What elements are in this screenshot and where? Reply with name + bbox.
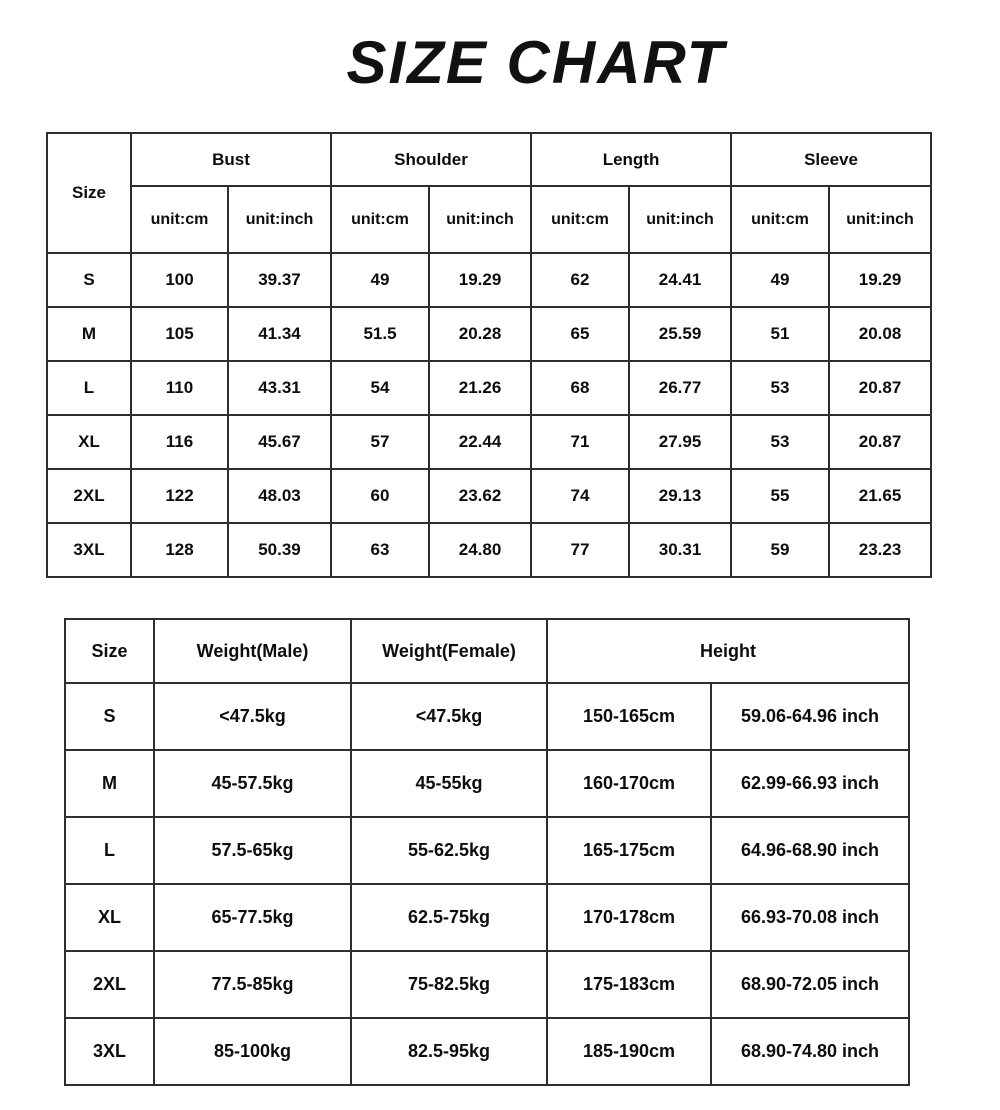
table-row — [47, 469, 931, 523]
table-row — [47, 253, 931, 307]
measurement-cell: 62 — [531, 253, 629, 307]
body-table-header-row — [65, 619, 909, 683]
weight-male-cell: <47.5kg — [154, 683, 351, 750]
weight-female-cell: 75-82.5kg — [351, 951, 547, 1018]
size-cell: M — [65, 750, 154, 817]
unit-inch-header: unit:inch — [829, 186, 931, 253]
size-cell: S — [47, 253, 131, 307]
measurement-cell: 30.31 — [629, 523, 731, 577]
table-row — [65, 817, 909, 884]
size-cell: 3XL — [65, 1018, 154, 1085]
weight-female-cell: 62.5-75kg — [351, 884, 547, 951]
weight-male-cell: 65-77.5kg — [154, 884, 351, 951]
height-inch-cell: 66.93-70.08 inch — [711, 884, 909, 951]
height-cm-cell: 150-165cm — [547, 683, 711, 750]
sleeve-group-header: Sleeve — [731, 133, 931, 186]
measurement-cell: 23.23 — [829, 523, 931, 577]
measurement-cell: 65 — [531, 307, 629, 361]
garment-header-unit-row — [47, 186, 931, 253]
unit-inch-header: unit:inch — [429, 186, 531, 253]
weight-male-cell: 85-100kg — [154, 1018, 351, 1085]
measurement-cell: 21.65 — [829, 469, 931, 523]
unit-cm-header: unit:cm — [331, 186, 429, 253]
weight-male-cell: 45-57.5kg — [154, 750, 351, 817]
height-header: Height — [547, 619, 909, 683]
measurement-cell: 20.28 — [429, 307, 531, 361]
measurement-cell: 19.29 — [829, 253, 931, 307]
measurement-cell: 71 — [531, 415, 629, 469]
measurement-cell: 20.87 — [829, 415, 931, 469]
size-cell: M — [47, 307, 131, 361]
measurement-cell: 63 — [331, 523, 429, 577]
measurement-cell: 23.62 — [429, 469, 531, 523]
height-inch-cell: 62.99-66.93 inch — [711, 750, 909, 817]
size-cell: L — [47, 361, 131, 415]
table-row — [65, 750, 909, 817]
measurement-cell: 74 — [531, 469, 629, 523]
body-size-table — [64, 618, 910, 1086]
height-inch-cell: 68.90-74.80 inch — [711, 1018, 909, 1085]
weight-male-cell: 57.5-65kg — [154, 817, 351, 884]
measurement-cell: 51 — [731, 307, 829, 361]
measurement-cell: 50.39 — [228, 523, 331, 577]
size-column-header: Size — [47, 133, 131, 253]
table-row — [47, 415, 931, 469]
table-row — [47, 361, 931, 415]
shoulder-group-header: Shoulder — [331, 133, 531, 186]
table-row — [65, 1018, 909, 1085]
measurement-cell: 128 — [131, 523, 228, 577]
table-row — [47, 523, 931, 577]
measurement-cell: 77 — [531, 523, 629, 577]
measurement-cell: 54 — [331, 361, 429, 415]
measurement-cell: 45.67 — [228, 415, 331, 469]
measurement-cell: 53 — [731, 361, 829, 415]
size-cell: 2XL — [47, 469, 131, 523]
table-row — [47, 307, 931, 361]
weight-female-cell: 82.5-95kg — [351, 1018, 547, 1085]
measurement-cell: 48.03 — [228, 469, 331, 523]
measurement-cell: 110 — [131, 361, 228, 415]
measurement-cell: 20.08 — [829, 307, 931, 361]
measurement-cell: 60 — [331, 469, 429, 523]
length-group-header: Length — [531, 133, 731, 186]
size-column-header: Size — [65, 619, 154, 683]
height-inch-cell: 64.96-68.90 inch — [711, 817, 909, 884]
size-cell: XL — [47, 415, 131, 469]
table-row — [65, 884, 909, 951]
size-cell: L — [65, 817, 154, 884]
weight-female-header: Weight(Female) — [351, 619, 547, 683]
measurement-cell: 51.5 — [331, 307, 429, 361]
measurement-cell: 24.80 — [429, 523, 531, 577]
weight-female-cell: 55-62.5kg — [351, 817, 547, 884]
size-cell: S — [65, 683, 154, 750]
measurement-cell: 100 — [131, 253, 228, 307]
height-cm-cell: 160-170cm — [547, 750, 711, 817]
measurement-cell: 29.13 — [629, 469, 731, 523]
garment-header-group-row — [47, 133, 931, 186]
measurement-cell: 25.59 — [629, 307, 731, 361]
measurement-cell: 59 — [731, 523, 829, 577]
weight-male-header: Weight(Male) — [154, 619, 351, 683]
measurement-cell: 21.26 — [429, 361, 531, 415]
page-title: SIZE CHART — [346, 29, 726, 96]
measurement-cell: 49 — [731, 253, 829, 307]
size-cell: XL — [65, 884, 154, 951]
measurement-cell: 57 — [331, 415, 429, 469]
unit-cm-header: unit:cm — [131, 186, 228, 253]
measurement-cell: 105 — [131, 307, 228, 361]
measurement-cell: 26.77 — [629, 361, 731, 415]
size-cell: 2XL — [65, 951, 154, 1018]
measurement-cell: 53 — [731, 415, 829, 469]
weight-female-cell: 45-55kg — [351, 750, 547, 817]
measurement-cell: 24.41 — [629, 253, 731, 307]
height-inch-cell: 59.06-64.96 inch — [711, 683, 909, 750]
measurement-cell: 122 — [131, 469, 228, 523]
measurement-cell: 19.29 — [429, 253, 531, 307]
table-row — [65, 951, 909, 1018]
height-cm-cell: 175-183cm — [547, 951, 711, 1018]
measurement-cell: 39.37 — [228, 253, 331, 307]
weight-male-cell: 77.5-85kg — [154, 951, 351, 1018]
bust-group-header: Bust — [131, 133, 331, 186]
unit-cm-header: unit:cm — [531, 186, 629, 253]
height-cm-cell: 170-178cm — [547, 884, 711, 951]
measurement-cell: 41.34 — [228, 307, 331, 361]
unit-inch-header: unit:inch — [629, 186, 731, 253]
measurement-cell: 22.44 — [429, 415, 531, 469]
unit-cm-header: unit:cm — [731, 186, 829, 253]
measurement-cell: 68 — [531, 361, 629, 415]
garment-measurements-table — [46, 132, 932, 578]
measurement-cell: 49 — [331, 253, 429, 307]
weight-female-cell: <47.5kg — [351, 683, 547, 750]
unit-inch-header: unit:inch — [228, 186, 331, 253]
size-cell: 3XL — [47, 523, 131, 577]
measurement-cell: 27.95 — [629, 415, 731, 469]
height-inch-cell: 68.90-72.05 inch — [711, 951, 909, 1018]
table-row — [65, 683, 909, 750]
measurement-cell: 20.87 — [829, 361, 931, 415]
height-cm-cell: 165-175cm — [547, 817, 711, 884]
measurement-cell: 116 — [131, 415, 228, 469]
height-cm-cell: 185-190cm — [547, 1018, 711, 1085]
measurement-cell: 43.31 — [228, 361, 331, 415]
measurement-cell: 55 — [731, 469, 829, 523]
